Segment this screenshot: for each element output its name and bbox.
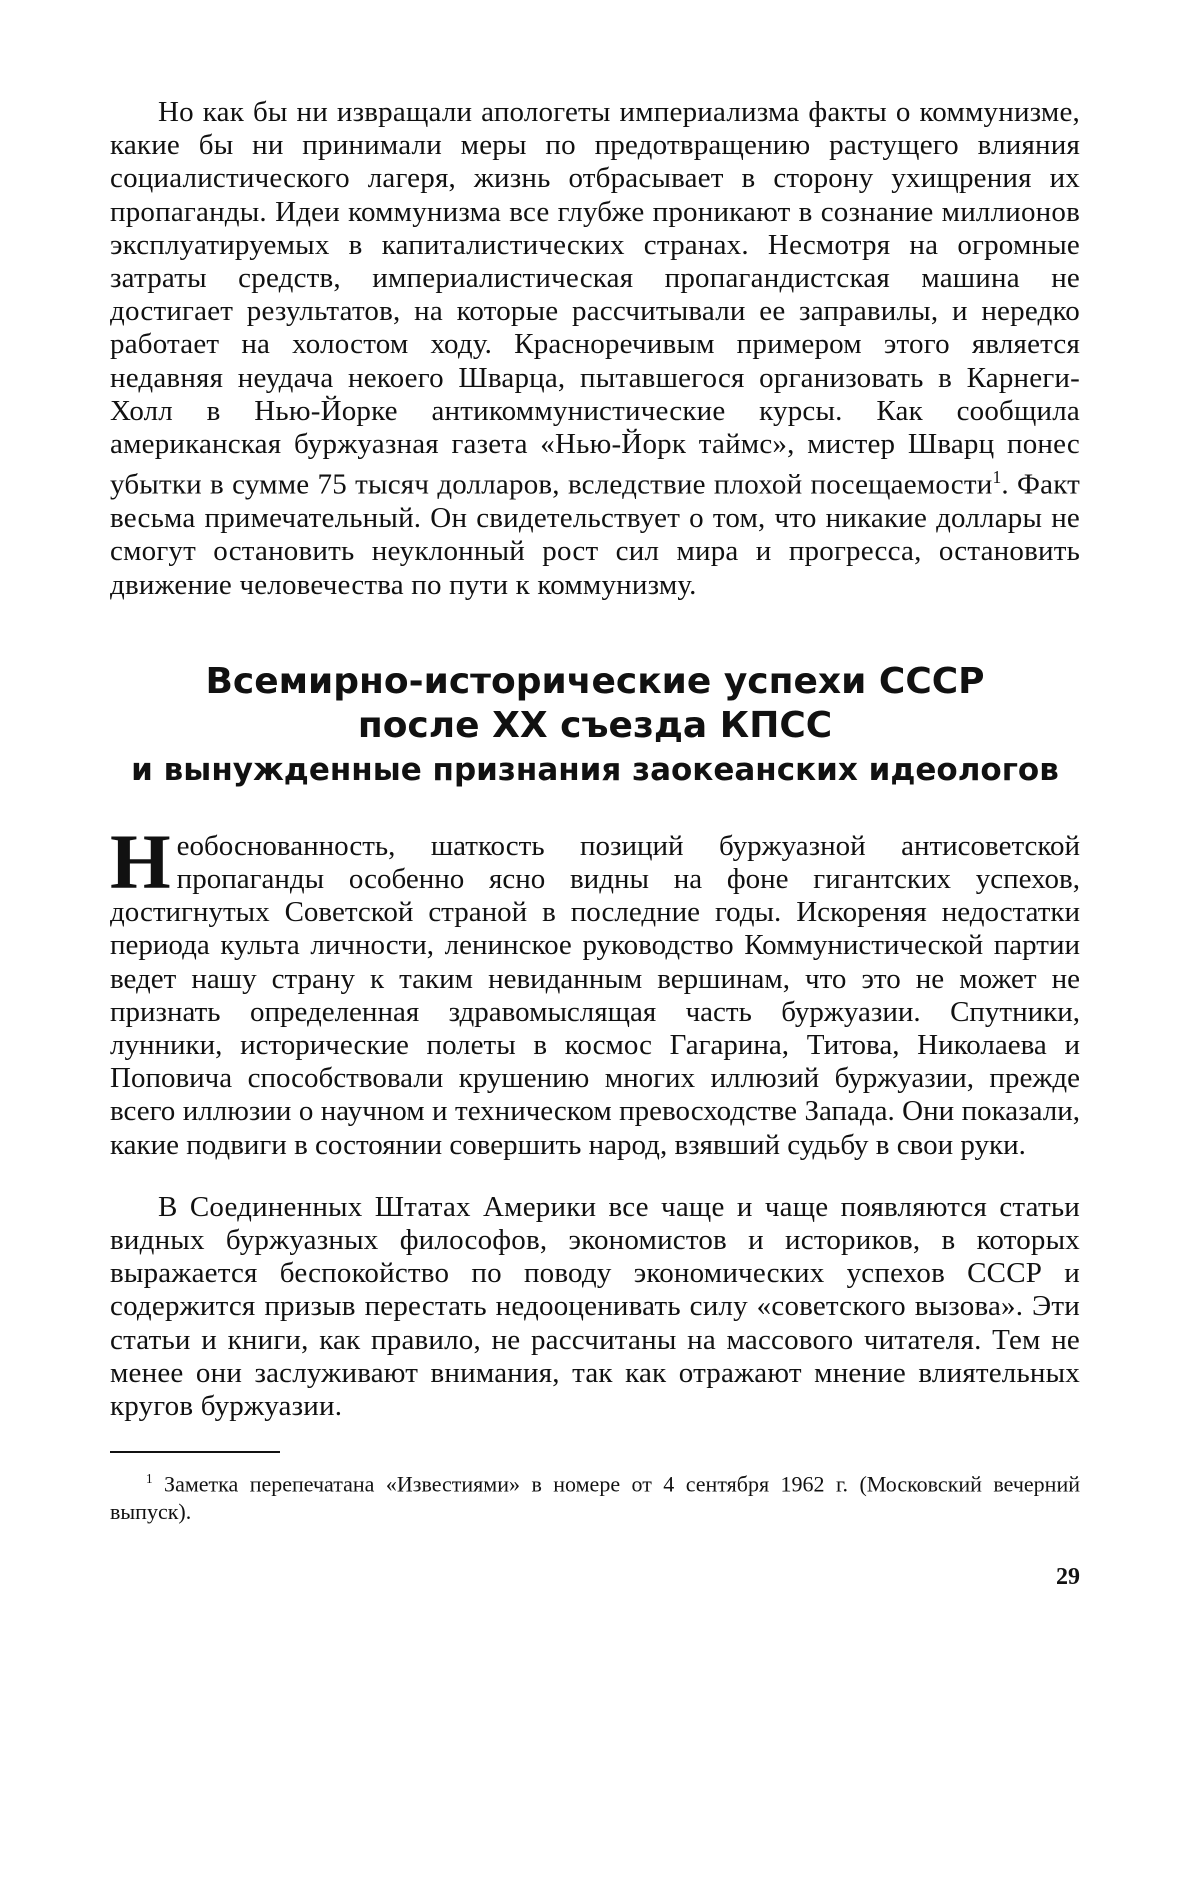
book-page bbox=[110, 96, 1080, 1591]
paragraph-1-end: . Факт весьма примечательный. Он свидетельствует о том, что никакие доллары не смогут остановить неуклонный рост сил мира и прогресса, остановить движение человечества по пути к коммунизму. bbox=[110, 468, 1080, 601]
paragraph-1-text: Но как бы ни извращали апологеты империализма факты о коммунизме, какие бы ни принимали меры по предотвращению растущего влияния социалистического лагеря, жизнь отбрасывает в сторону ухищрения их пропаганды. Идеи коммунизма все глубже проникают в сознание миллионов эксплуатируемых в капиталистических странах. Несмотря на огромные затраты средств, империалистическая пропагандистская машина не достигает результатов, на которые рассчитывали ее заправилы, и нередко работает на холостом ходу. Красноречивым примером этого является недавняя неудача некоего Шварца, пытавшегося организовать в Карнеги-Холл в Нью-Йорке антикоммунистические курсы. Как сообщила американская буржуазная газета «Нью-Йорк таймс», мистер Шварц понес убытки в сумме 75 тысяч долларов, вследствие плохой посещаемости bbox=[110, 96, 1080, 501]
heading-line-3: и вынужденные признания заокеанских идеологов bbox=[131, 751, 1059, 788]
drop-cap: Н bbox=[110, 817, 171, 905]
footnote-divider bbox=[110, 1451, 280, 1453]
paragraph-3: В Соединенных Штатах Америки все чаще и чаще появляются статьи видных буржуазных философов, экономистов и историков, в которых выражается беспокойство по поводу экономических успехов СССР и содержится призыв перестать недооценивать силу «советского вызова». Эти статьи и книги, как правило, не рассчитаны на массового читателя. Тем не менее они заслуживают внимания, так как отражают мнение влиятельных кругов буржуазии. bbox=[110, 1190, 1080, 1422]
footnote bbox=[110, 1465, 1080, 1526]
footnote-text: Заметка перепечатана «Известиями» в номере от 4 сентября 1962 г. (Московский вечерний выпуск). bbox=[110, 1471, 1081, 1525]
paragraph-1 bbox=[110, 96, 1080, 602]
footnote-reference: 1 bbox=[992, 467, 1002, 488]
page-number: 29 bbox=[1056, 1564, 1080, 1591]
footnote-marker: 1 bbox=[146, 1471, 153, 1487]
paragraph-2-text: еобоснованность, шаткость позиций буржуазной антисоветской пропаганды особенно ясно видны на фоне гигантских успехов, достигнутых Советской страной в последние годы. Искореняя недостатки периода культа личности, ленинское руководство Коммунистической партии ведет нашу страну к таким невиданным вершинам, что это не может не признать определенная здравомыслящая часть буржуазии. Спутники, лунники, исторические полеты в космос Гагарина, Титова, Николаева и Поповича способствовали крушению многих иллюзий буржуазии, прежде всего иллюзии о научном и техническом превосходстве Запада. Они показали, какие подвиги в состоянии совершить народ, взявший судьбу в свои руки. bbox=[110, 829, 1080, 1161]
heading-line-1: Всемирно-исторические успехи СССР bbox=[205, 660, 985, 702]
section-heading bbox=[110, 660, 1080, 792]
paragraph-2 bbox=[110, 817, 1080, 1162]
heading-line-2: после XX съезда КПСС bbox=[357, 704, 833, 746]
